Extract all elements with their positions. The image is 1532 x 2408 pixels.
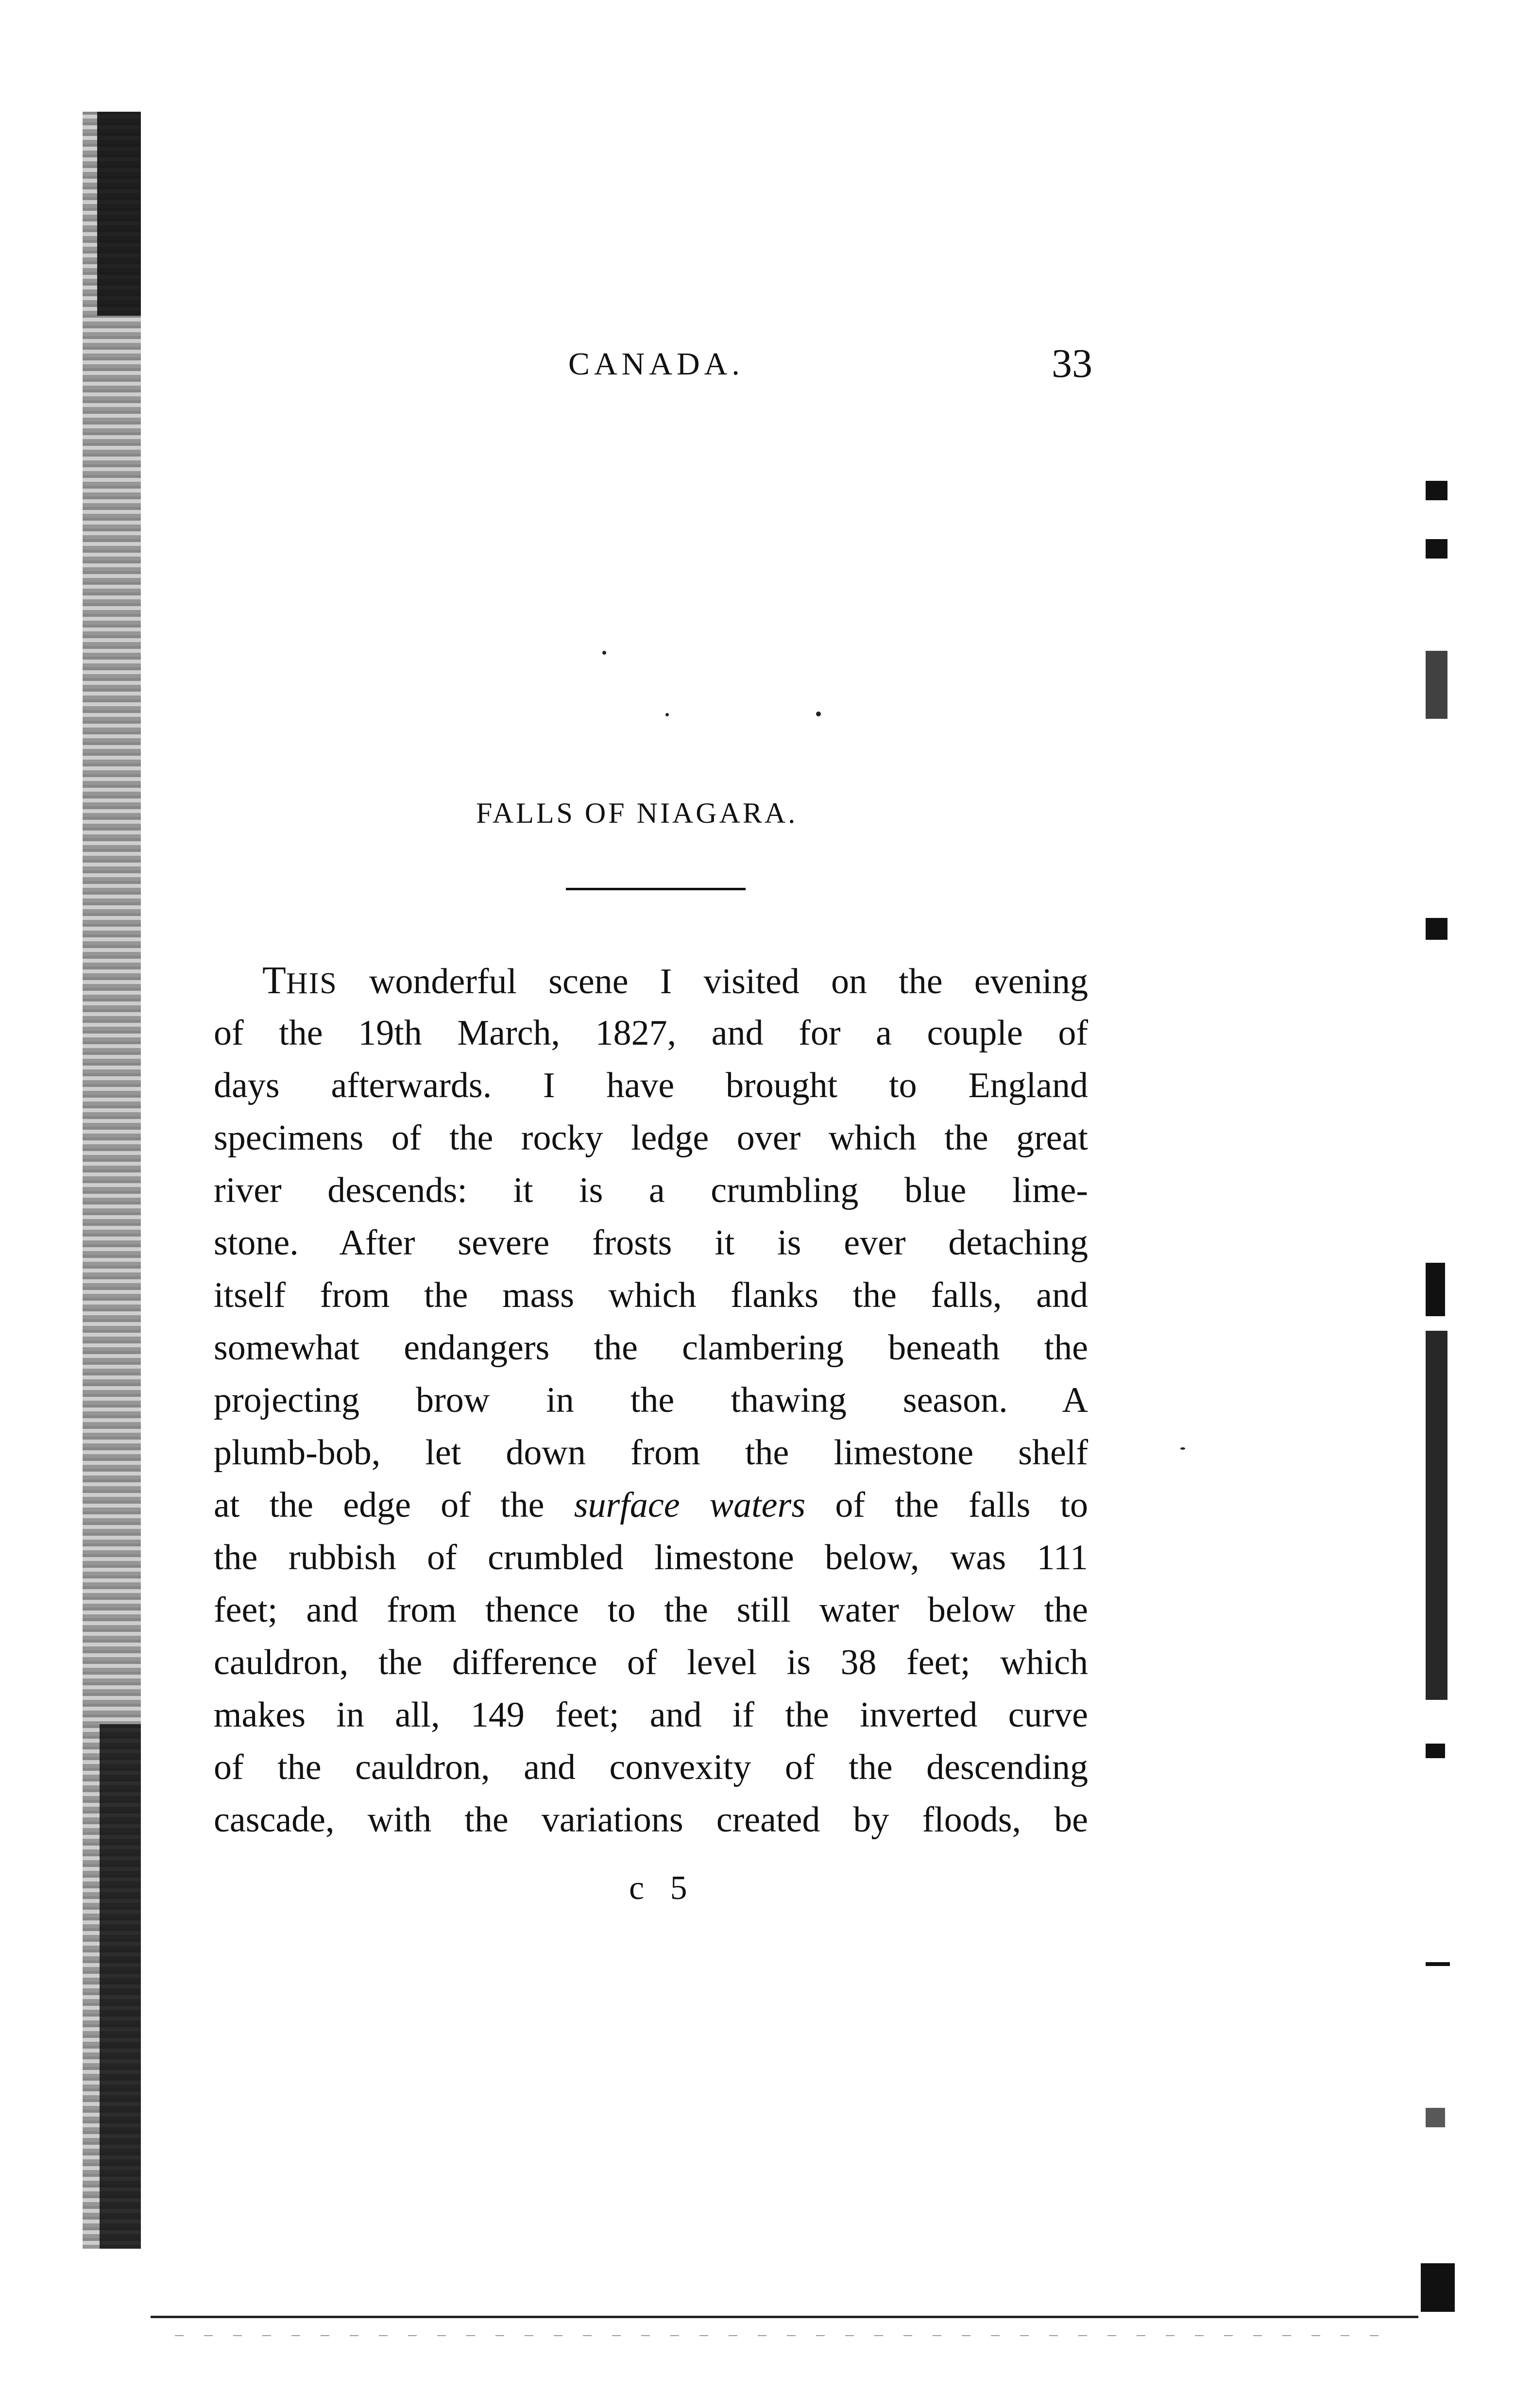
bottom-scan-rule bbox=[151, 2316, 1418, 2318]
line-text: at the edge of the bbox=[214, 1485, 545, 1525]
small-caps: HIS bbox=[286, 967, 338, 1000]
right-edge-mark bbox=[1426, 918, 1447, 940]
bottom-scan-dotted-rule bbox=[175, 2335, 1379, 2336]
text-line: cauldron, the difference of level is 38 feet; which bbox=[214, 1643, 1088, 1682]
scan-speck bbox=[602, 651, 606, 655]
scan-speck bbox=[1180, 1447, 1185, 1450]
right-edge-mark bbox=[1426, 1263, 1445, 1316]
text-line: the rubbish of crumbled limestone below, was 111 bbox=[214, 1538, 1088, 1577]
text-line: makes in all, 149 feet; and if the inverted curve bbox=[214, 1695, 1088, 1735]
right-edge-mark bbox=[1426, 539, 1447, 559]
right-edge-mark bbox=[1426, 651, 1447, 719]
text-line: projecting brow in the thawing season. A bbox=[214, 1380, 1088, 1420]
text-line: of the 19th March, 1827, and for a couple of bbox=[214, 1013, 1088, 1053]
right-edge-mark bbox=[1426, 1962, 1450, 1966]
right-edge-mark bbox=[1426, 1331, 1447, 1700]
text-line: cascade, with the variations created by floods, be bbox=[214, 1800, 1088, 1840]
text-line: stone. After severe frosts it is ever detaching bbox=[214, 1223, 1088, 1263]
text-line bbox=[214, 1479, 1088, 1531]
left-binding-dark-top bbox=[97, 112, 141, 316]
line-text: wonderful scene I visited on the evening bbox=[369, 962, 1088, 1001]
title-rule bbox=[566, 888, 746, 890]
opening-word bbox=[262, 959, 338, 1002]
right-edge-mark bbox=[1426, 481, 1447, 500]
scan-speck bbox=[665, 713, 669, 716]
italic-phrase: surface waters bbox=[574, 1485, 806, 1525]
text-line: river descends: it is a crumbling blue lime- bbox=[214, 1170, 1088, 1210]
body-text bbox=[214, 954, 1088, 1846]
text-line: plumb-bob, let down from the limestone shelf bbox=[214, 1433, 1088, 1473]
right-edge-mark bbox=[1421, 2263, 1455, 2312]
right-edge-mark bbox=[1426, 2108, 1445, 2127]
section-title: FALLS OF NIAGARA. bbox=[476, 797, 798, 829]
right-edge-mark bbox=[1426, 1744, 1445, 1758]
drop-cap: T bbox=[262, 959, 286, 1002]
scan-speck bbox=[816, 712, 821, 716]
text-line: of the cauldron, and convexity of the descending bbox=[214, 1747, 1088, 1787]
signature-mark: c 5 bbox=[629, 1869, 696, 1907]
text-line: days afterwards. I have brought to England bbox=[214, 1066, 1088, 1105]
page-number: 33 bbox=[1052, 341, 1092, 386]
text-line: somewhat endangers the clambering beneath the bbox=[214, 1328, 1088, 1368]
text-line bbox=[214, 954, 1088, 1007]
line-text: of the falls to bbox=[835, 1485, 1089, 1525]
text-line: itself from the mass which flanks the falls, and bbox=[214, 1275, 1088, 1315]
text-line: specimens of the rocky ledge over which the great bbox=[214, 1118, 1088, 1158]
left-binding-dark-bottom bbox=[100, 1724, 141, 2249]
text-line: feet; and from thence to the still water below the bbox=[214, 1590, 1088, 1630]
running-head: CANADA. bbox=[568, 346, 744, 382]
